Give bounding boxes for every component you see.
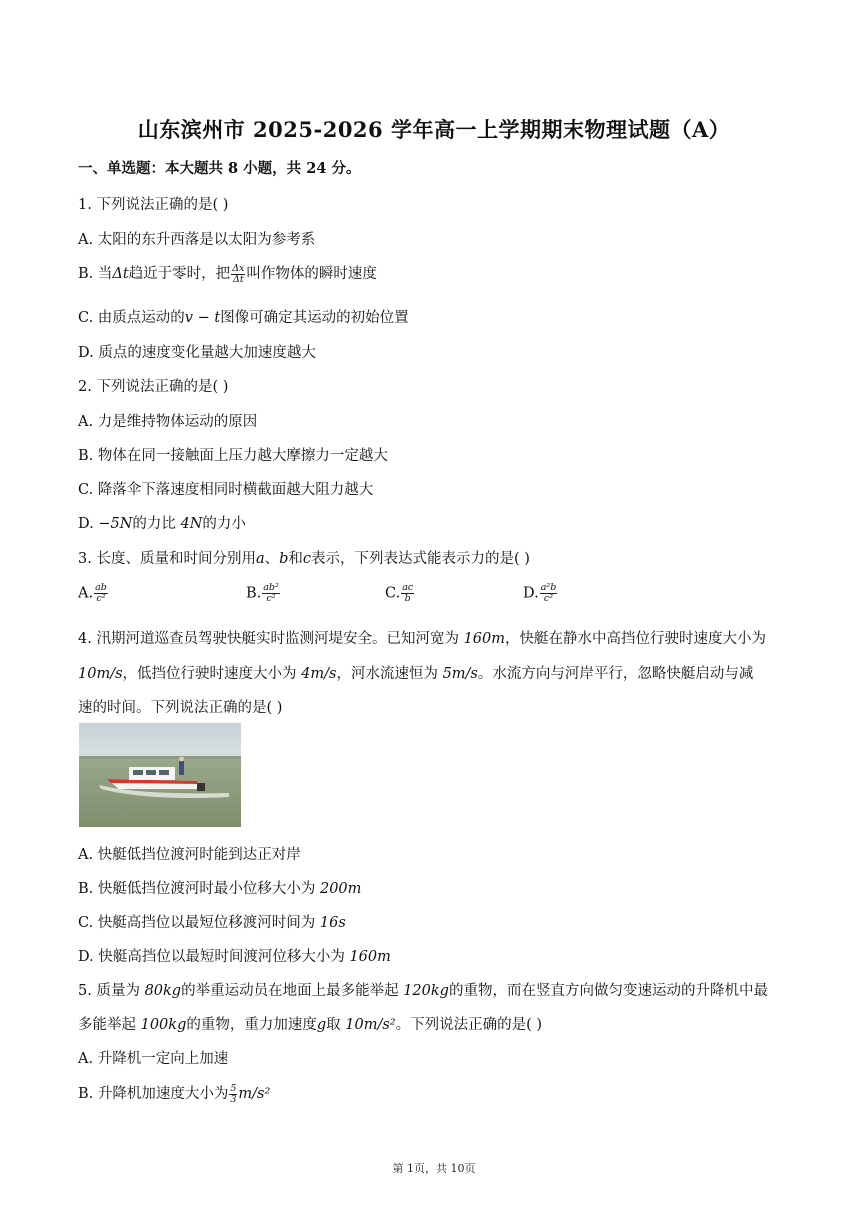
q2-option-b: B. 物体在同一接触面上压力越大摩擦力一定越大 xyxy=(78,448,388,464)
speedboat-photo xyxy=(79,723,241,827)
q4-stem-line3: 速的时间。下列说法正确的是( ) xyxy=(78,700,283,716)
q2-option-c: C. 降落伞下落速度相同时横截面越大阻力越大 xyxy=(78,482,374,498)
q4-option-b: B. 快艇低挡位渡河时最小位移大小为 200m xyxy=(78,881,362,897)
q1-option-d: D. 质点的速度变化量越大加速度越大 xyxy=(78,345,316,361)
speedboat-image xyxy=(79,723,241,827)
q5-stem-line1: 5. 质量为 80kg的举重运动员在地面上最多能举起 120kg的重物，而在竖直方向做匀变速运动的升降机中最 xyxy=(78,983,768,999)
section-heading: 一、单选题：本大题共 8 小题，共 24 分。 xyxy=(78,160,361,177)
q1-stem: 1. 下列说法正确的是( ) xyxy=(78,197,229,213)
q3-option-c: C. $\frac{ac}{b}$ xyxy=(385,582,414,604)
q4-option-d: D. 快艇高挡位以最短时间渡河位移大小为 160m xyxy=(78,949,391,965)
q4-stem-line2: 10m/s，低挡位行驶时速度大小为 4m/s，河水流速恒为 5m/s。水流方向与河岸平行，忽略快艇启动与减 xyxy=(78,666,754,682)
q3-option-b: B. $\frac{\text{ab²}}{\text{c²}}$ xyxy=(246,582,279,604)
q2-option-d: D. −5N的力比 4N的力小 xyxy=(78,516,246,532)
q1-option-c: C. 由质点运动的v − t图像可确定其运动的初始位置 xyxy=(78,310,409,326)
q4-stem-line1: 4. 汛期河道巡查员驾驶快艇实时监测河堤安全。已知河宽为 160m，快艇在静水中高挡位行驶时速度大小为 xyxy=(78,631,766,647)
q4-option-c: C. 快艇高挡位以最短位移渡河时间为 16s xyxy=(78,915,346,931)
q1-fraction: $\frac{\Delta x}{\Delta t}$ xyxy=(232,262,245,285)
q5-stem-line2: 多能举起 100kg的重物，重力加速度g取 10m/s²。下列说法正确的是( ) xyxy=(78,1017,543,1033)
q5-option-a: A. 升降机一定向上加速 xyxy=(78,1051,229,1067)
q4-option-a: A. 快艇低挡位渡河时能到达正对岸 xyxy=(78,847,301,863)
q2-stem: 2. 下列说法正确的是( ) xyxy=(78,379,229,395)
q3-option-a: A. $\frac{ab}{\text{c²}}$ xyxy=(78,582,107,604)
q2-option-a: A. 力是维持物体运动的原因 xyxy=(78,414,258,430)
page-footer: 第 1页，共 10页 xyxy=(392,1162,476,1175)
q3-option-d: D. $\frac{\text{a²b}}{\text{c²}}$ xyxy=(523,582,557,604)
q1-option-a: A. 太阳的东升西落是以太阳为参考系 xyxy=(78,232,316,248)
page-title: 山东滨州市 2025-2026 学年高一上学期期末物理试题（A） xyxy=(137,117,731,142)
q1-option-b: B. 当Δt趋近于零时，把 $\frac{\Delta x}{\Delta t}$ 叫作物体的瞬时速度 xyxy=(78,262,377,285)
q5-option-b: B. 升降机加速度大小为 $\frac{5}{3}$ m/s² xyxy=(78,1082,271,1105)
q3-stem: 3. 长度、质量和时间分别用a、b和c表示，下列表达式能表示力的是( ) xyxy=(78,551,530,567)
